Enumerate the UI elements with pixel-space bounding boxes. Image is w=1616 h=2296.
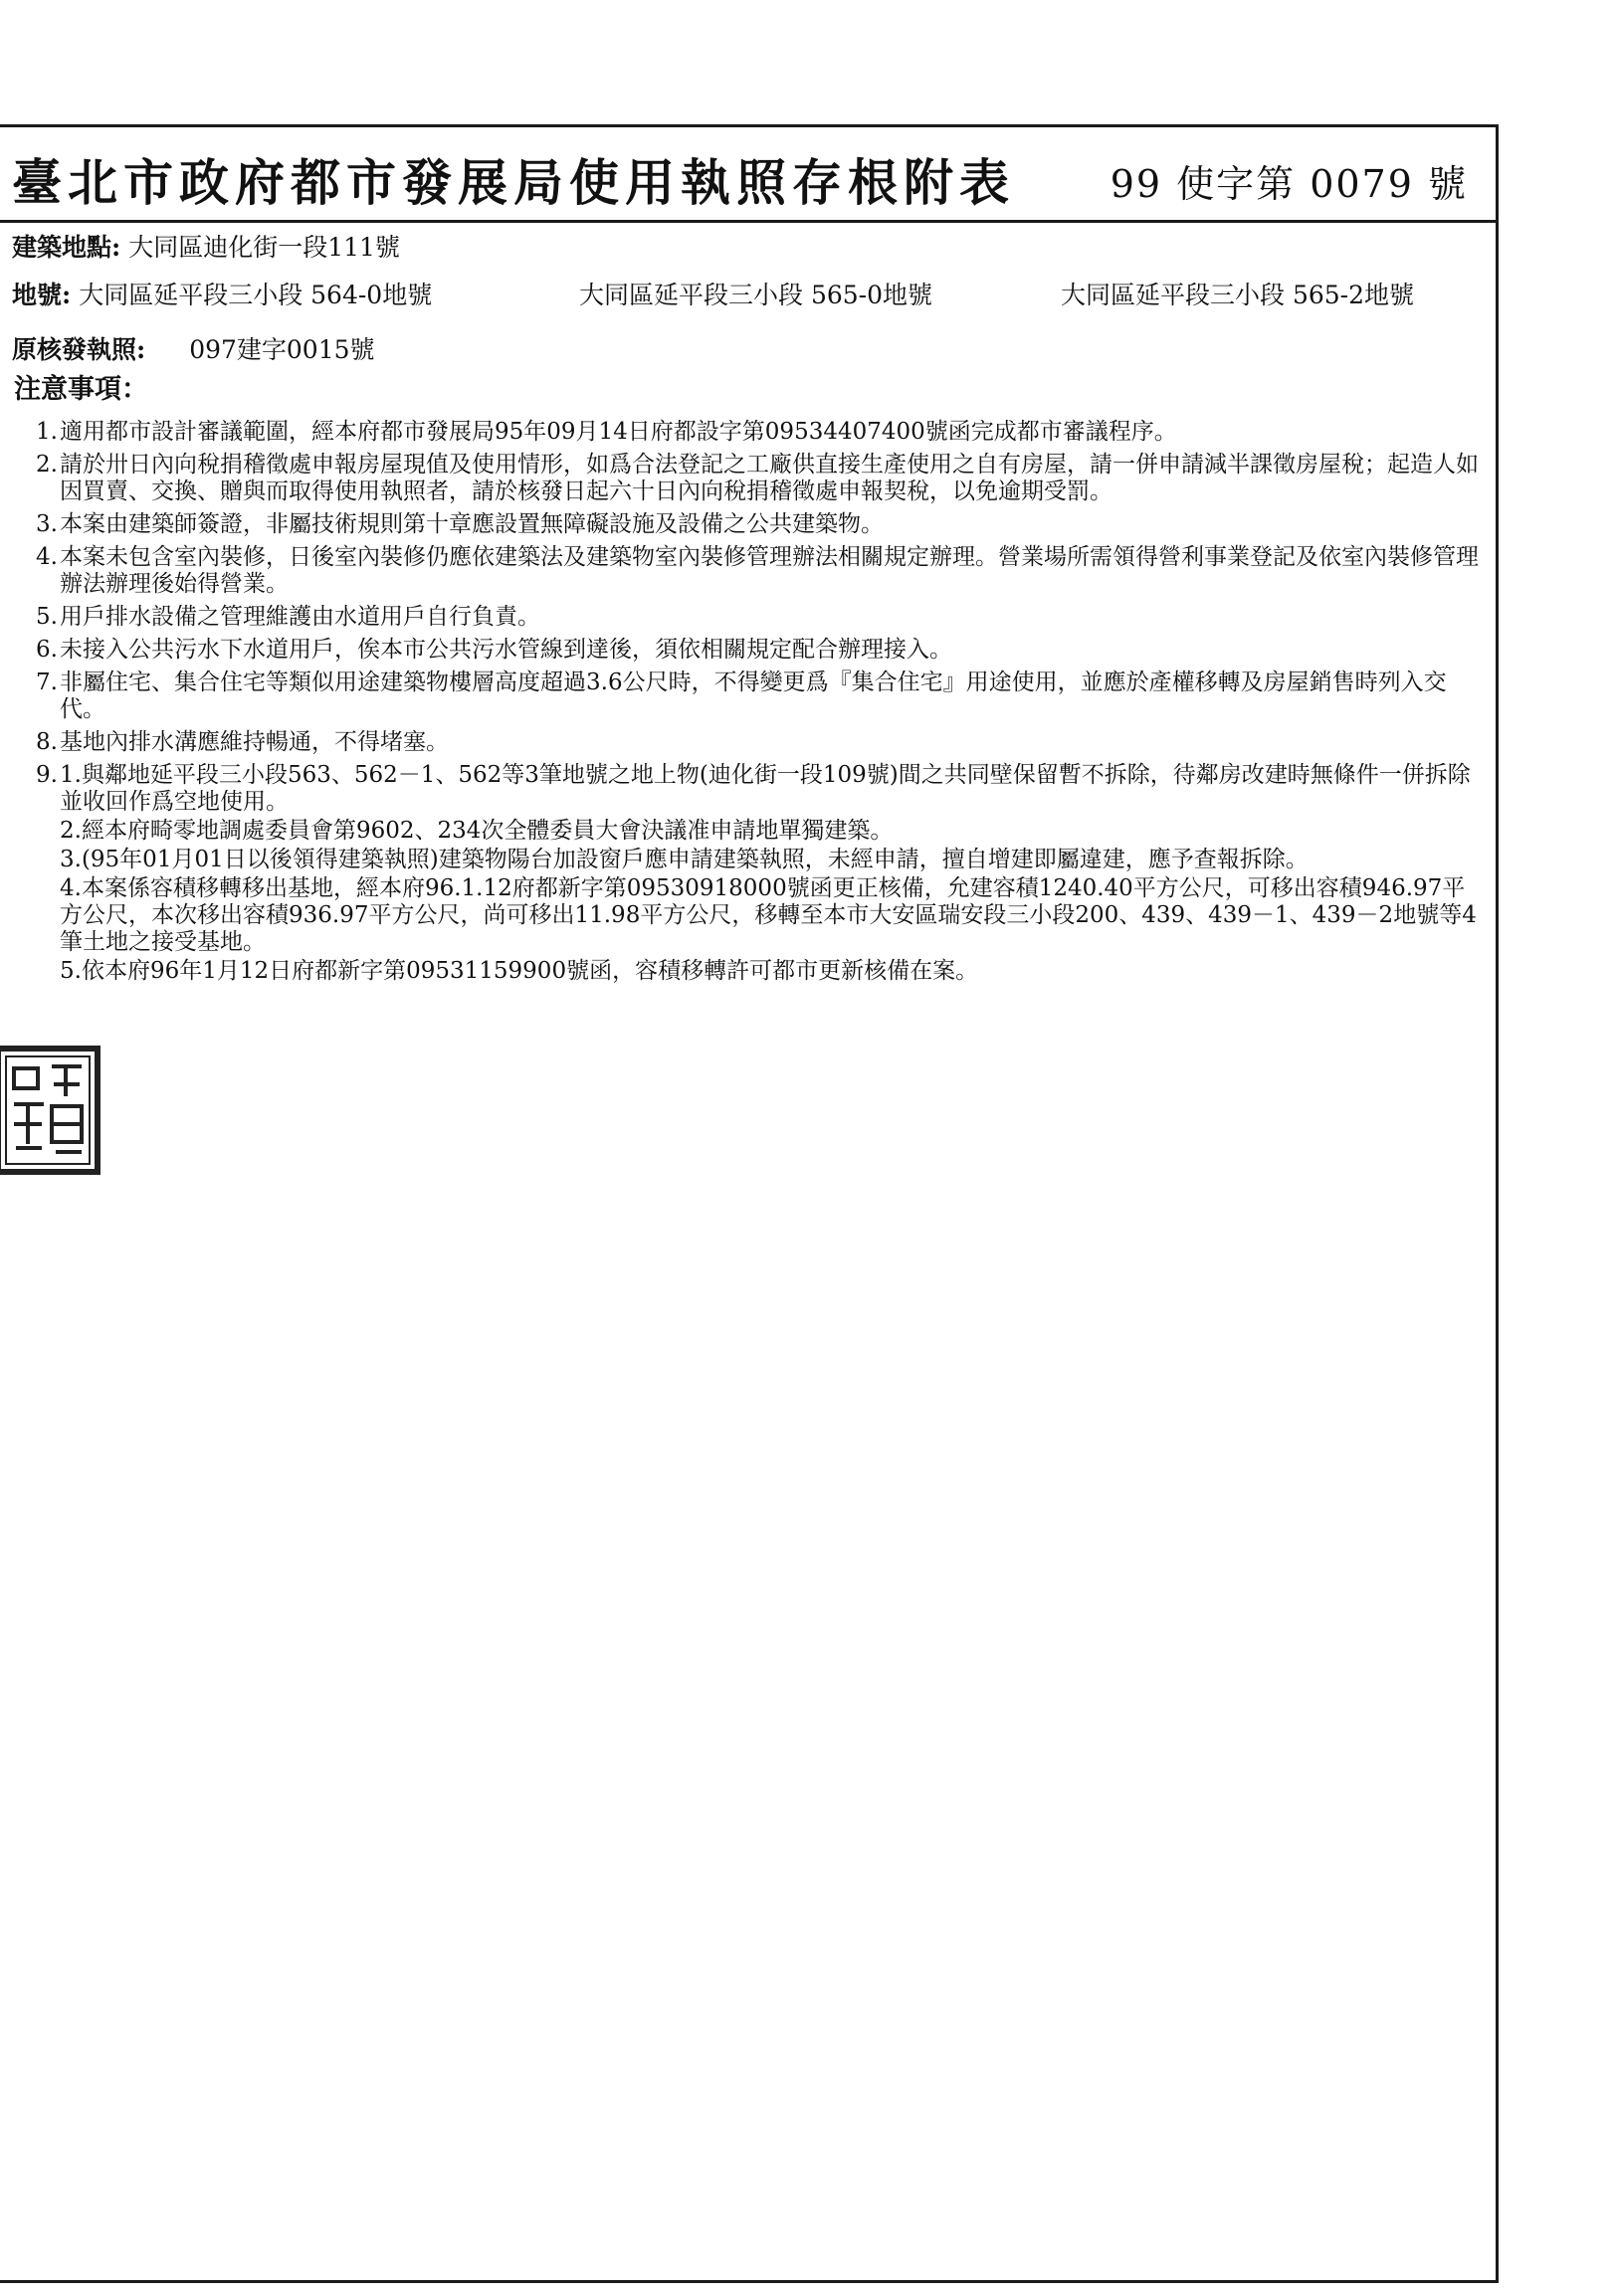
note-sub-item: 1.與鄰地延平段三小段563、562－1、562等3筆地號之地上物(迪化街一段109號)間之共同壁保留暫不拆除，待鄰房改建時無條件一併拆除並收回作爲空地使用。: [60, 762, 1471, 815]
notes-title: 注意事項：: [14, 374, 148, 405]
note-sub-item: 3.(95年01月01日以後領得建築執照)建築物陽台加設窗戶應申請建築執照，未經申請，擅自增建即屬違建，應予查報拆除。: [60, 847, 1309, 872]
note-number: 2.: [36, 452, 58, 478]
note-sub-item: 4.本案係容積移轉移出基地，經本府96.1.12府都新字第09530918000號函更正核備，允建容積1240.40平方公尺，可移出容積946.97平方公尺，本次移出容積936.97平方公尺，尚可移出11.98平方公尺，移轉至本市大安區瑞安段三小段200、439、439－1、439－2地號等4筆土地之接受基地。: [60, 875, 1477, 955]
note-item: [36, 511, 1479, 538]
note-number: 6.: [36, 637, 58, 663]
lot-number-2: 大同區延平段三小段 565-0地號: [579, 281, 933, 309]
building-location: [12, 232, 400, 264]
original-license: [12, 334, 375, 366]
note-item: [36, 452, 1479, 505]
lot-number-1: 大同區延平段三小段 564-0地號: [79, 281, 433, 309]
original-license-label: 原核發執照:: [12, 335, 146, 364]
note-text: 用戶排水設備之管理維護由水道用戶自行負責。: [60, 604, 540, 630]
lot-numbers: [12, 280, 432, 311]
note-text: 本案未包含室內裝修，日後室內裝修仍應依建築法及建築物室內裝修管理辦法相關規定辦理。營業場所需領得營利事業登記及依室內裝修管理辦法辦理後始得營業。: [60, 544, 1479, 597]
note-text: 非屬住宅、集合住宅等類似用途建築物樓層高度超過3.6公尺時，不得變更爲『集合住宅』用途使用，並應於產權移轉及房屋銷售時列入交代。: [60, 670, 1447, 722]
note-item: [36, 637, 1479, 664]
note-number: 4.: [36, 544, 58, 570]
note-text: 基地內排水溝應維持暢通，不得堵塞。: [60, 729, 449, 755]
document-title: 臺北市政府都市發展局使用執照存根附表: [12, 153, 1015, 212]
note-number: 1.: [36, 419, 58, 445]
note-number: 7.: [36, 670, 58, 695]
note-sub-item: 2.經本府畸零地調處委員會第9602、234次全體委員大會決議准申請地單獨建築。: [60, 818, 894, 844]
document-header: [0, 127, 1496, 223]
note-number: 3.: [36, 511, 58, 537]
lot-numbers-label: 地號:: [12, 281, 72, 309]
note-item: [36, 670, 1479, 723]
note-item: [36, 729, 1479, 756]
original-license-value: 097建字0015號: [189, 335, 375, 364]
notes-list: [36, 419, 1479, 991]
official-seal-icon: [0, 1045, 101, 1176]
lot-number-3: 大同區延平段三小段 565-2地號: [1061, 281, 1415, 309]
building-location-value: 大同區迪化街一段111號: [128, 233, 400, 262]
building-location-label: 建築地點:: [12, 233, 121, 262]
note-item-9: [36, 762, 1479, 985]
note-sub-item: 5.依本府96年1月12日府都新字第09531159900號函，容積移轉許可都市更新核備在案。: [60, 958, 979, 984]
note-number: 9.: [36, 762, 58, 788]
note-item: [36, 604, 1479, 631]
note-text: 適用都市設計審議範圍，經本府都市發展局95年09月14日府都設字第09534407400號函完成都市審議程序。: [60, 419, 1177, 445]
note-text: 請於卅日內向稅捐稽徵處申報房屋現值及使用情形，如爲合法登記之工廠供直接生產使用之自有房屋，請一併申請減半課徵房屋稅；起造人如因買賣、交換、贈與而取得使用執照者，請於核發日起六十日內向稅捐稽徵處申報契稅，以免逾期受罰。: [60, 452, 1479, 504]
license-number: 99 使字第 0079 號: [1110, 162, 1468, 206]
note-item: [36, 419, 1479, 446]
note-text: 未接入公共污水下水道用戶，俟本市公共污水管線到達後，須依相關規定配合辦理接入。: [60, 637, 952, 663]
note-text: 本案由建築師簽證，非屬技術規則第十章應設置無障礙設施及設備之公共建築物。: [60, 511, 884, 537]
note-number: 8.: [36, 729, 58, 755]
note-item: [36, 544, 1479, 598]
note-number: 5.: [36, 604, 58, 630]
